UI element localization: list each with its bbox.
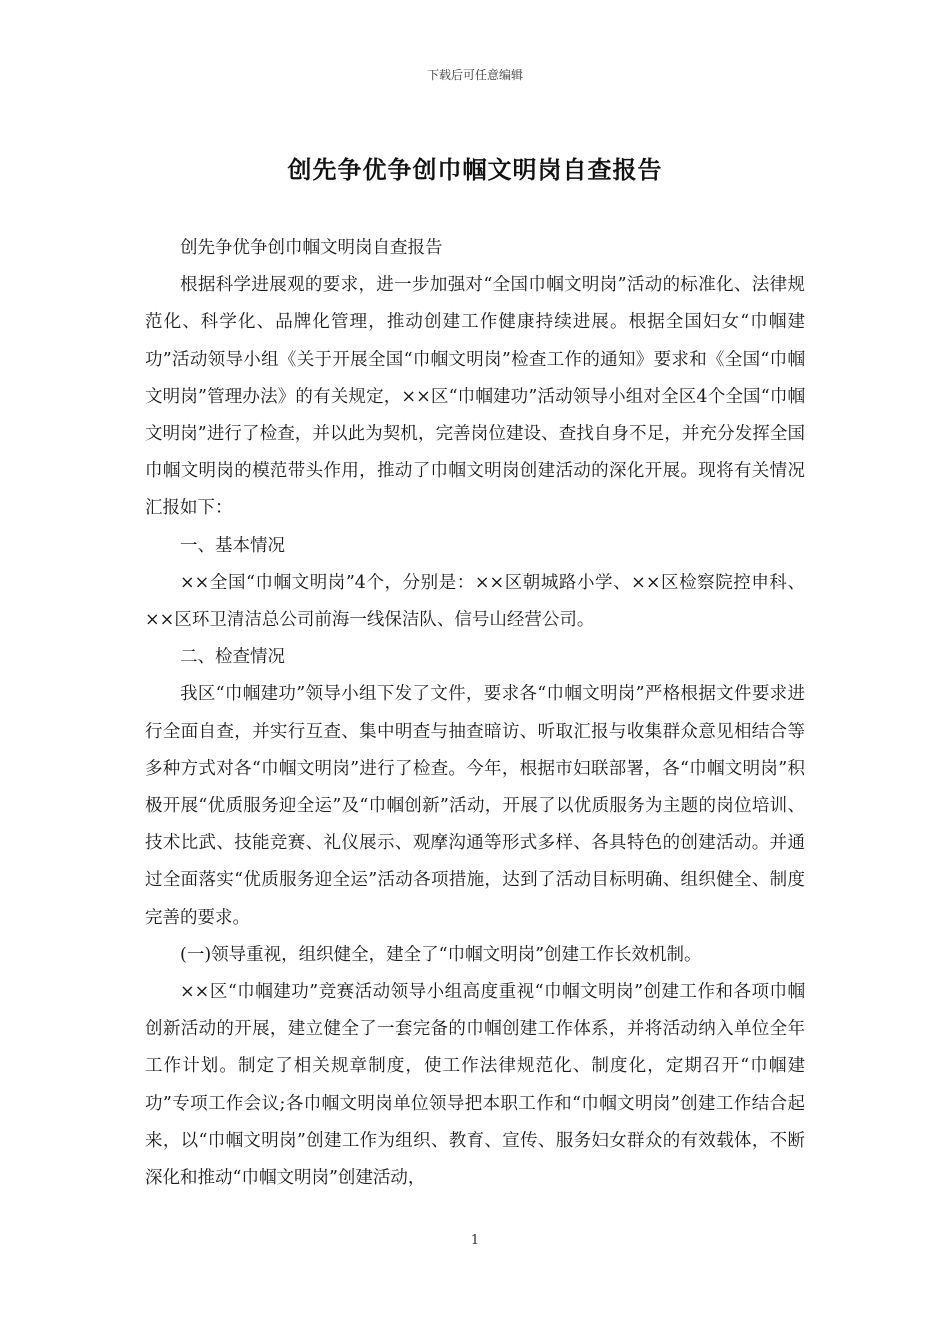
document-body [145, 230, 805, 1197]
paragraph-leadership: ××区“巾帼建功”竞赛活动领导小组高度重视“巾帼文明岗”创建工作和各项巾帼创新活动的开展，建立健全了一套完备的巾帼创建工作体系，并将活动纳入单位全年工作计划。制定了相关规章制度，使工作法律规范化、制度化，定期召开“巾帼建功”专项工作会议;各巾帼文明岗单位领导把本职工作和“巾帼文明岗”创建工作结合起来，以“巾帼文明岗”创建工作为组织、教育、宣传、服务妇女群众的有效载体，不断深化和推动“巾帼文明岗”创建活动， [145, 982, 805, 1189]
paragraph-subtitle: 创先争优争创巾帼文明岗自查报告 [180, 238, 443, 258]
paragraph-intro: 根据科学进展观的要求，进一步加强对“全国巾帼文明岗”活动的标准化、法律规范化、科学化、品牌化管理，推动创建工作健康持续进展。根据全国妇女“巾帼建功”活动领导小组《关于开展全国“巾帼文明岗”检查工作的通知》要求和《全国“巾帼文明岗”管理办法》的有关规定，××区“巾帼建功”活动领导小组对全区4个全国“巾帼文明岗”进行了检查，并以此为契机，完善岗位建设、查找自身不足，并充分发挥全国巾帼文明岗的模范带头作用，推动了巾帼文明岗创建活动的深化开展。现将有关情况汇报如下： [145, 275, 805, 519]
page-number: 1 [470, 1233, 480, 1248]
section-heading-basic-situation: 一、基本情况 [180, 535, 285, 556]
subsection-heading-leadership: (一)领导重视，组织健全，建全了“巾帼文明岗”创建工作长效机制。 [180, 944, 702, 965]
page-header-note: 下载后可任意编辑 [426, 68, 523, 82]
paragraph-inspection: 我区“巾帼建功”领导小组下发了文件，要求各“巾帼文明岗”严格根据文件要求进行全面自查，并实行互查、集中明查与抽查暗访、听取汇报与收集群众意见相结合等多种方式对各“巾帼文明岗”进行了检查。今年，根据市妇联部署，各“巾帼文明岗”积极开展“优质服务迎全运”及“巾帼创新”活动，开展了以优质服务为主题的岗位培训、技术比武、技能竞赛、礼仪展示、观摩沟通等形式多样、各具特色的创建活动。并通过全面落实“优质服务迎全运”活动各项措施，达到了活动目标明确、组织健全、制度完善的要求。 [145, 684, 805, 928]
paragraph-basic-situation: ××全国“巾帼文明岗”4个，分别是：××区朝城路小学、××区检察院控申科、××区环卫清洁总公司前海一线保洁队、信号山经营公司。 [145, 572, 805, 631]
section-heading-inspection: 二、检查情况 [180, 647, 285, 668]
document-title: 创先争优争创巾帼文明岗自查报告 [287, 156, 663, 184]
